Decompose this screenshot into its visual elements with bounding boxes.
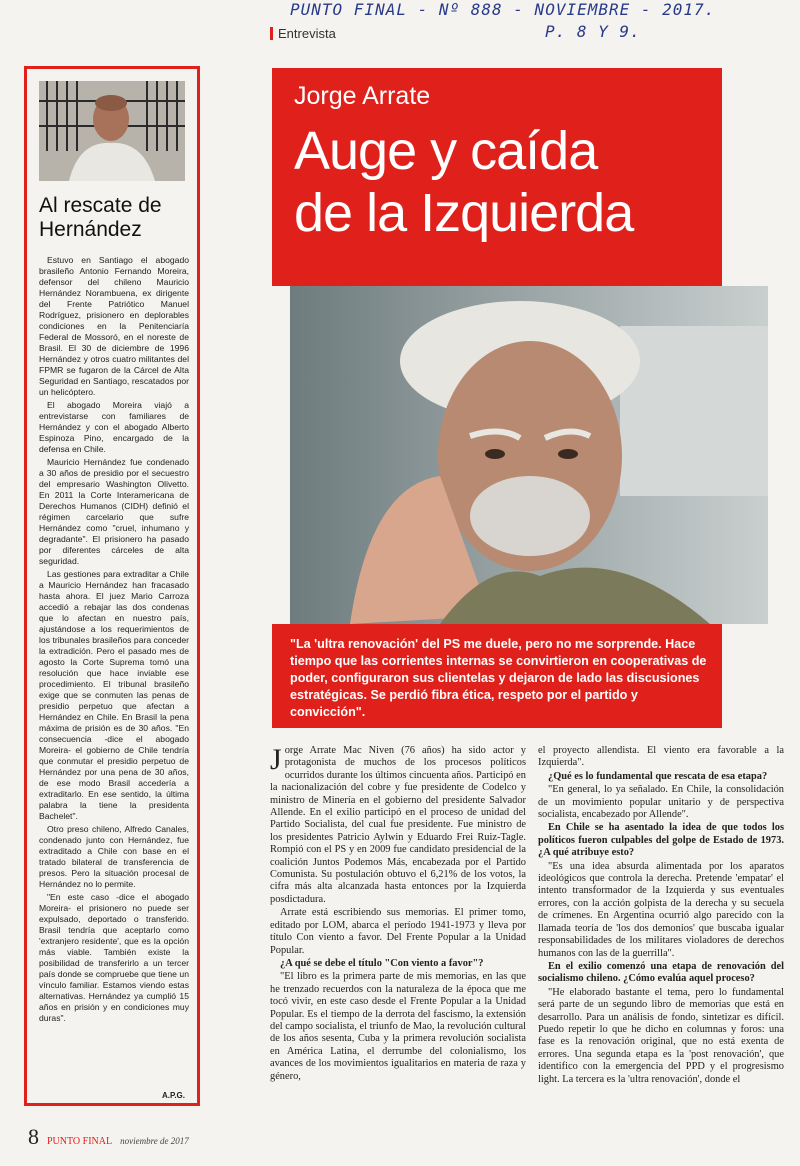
intro-paragraph [270, 745, 526, 906]
title-banner [272, 68, 722, 286]
interview-question: ¿A qué se debe el título "Con viento a favor"? [280, 957, 484, 969]
interview-answer: "Es una idea absurda alimentada por los aparatos ideológicos que controla la derecha. Pretende 'empatar' el intento transformador de la Izquierda y sus eventuales errores, con la acción golpista de la derecha y su secuela de crímenes. En Argentina ocurrió algo parecido con la llamada teoría de 'los dos demonios' que buscaba igualar responsabilidades de los militares violadores de derechos humanos con las de la guerrilla". [538, 860, 784, 959]
sidebar-paragraph: "En este caso -dice el abogado Moreira- el prisionero no puede ser expulsado, deportado o transferido. Brasil tendría que aceptarlo como 'extranjero residente', que es la opción más viable. También existe la posibilidad de transferirlo a un tercer país donde se compruebe que tiene un vínculo familiar. Estamos viendo estas alternativas. Hernández ya cumplió 15 años en prisión y en condiciones muy duras". [39, 892, 189, 1023]
sidebar-body [39, 255, 189, 1026]
sidebar-paragraph: Estuvo en Santiago el abogado brasileño Antonio Fernando Moreira, defensor del chileno Mauricio Hernández Norambuena, ex dirigente del Frente Patriótico Manuel Rodríguez, prisionero en deplorables condiciones en la Penitenciaría Federal de Mossoró, en el noreste de Brasil. El 30 de diciembre de 1996 Hernández y otros cuatro militantes del FPMR se fugaron de la Cárcel de Alta Seguridad en Santiago, rescatados por un helicóptero. [39, 255, 189, 397]
publication-name: PUNTO FINAL [47, 1136, 113, 1147]
sidebar-paragraph: Mauricio Hernández fue condenado a 30 años de presidio por el secuestro del empresario Washington Olivetto. En 2011 la Corte Interamericana de Derechos Humanos (CIDH) definió el régimen carcelario que sufre Hernández como "cruel, inhumano y degradante". El prisionero ha pasado por diferentes cárceles de alta seguridad. [39, 457, 189, 566]
section-bar [270, 27, 273, 40]
pull-quote-box [272, 624, 722, 728]
pull-quote: "La 'ultra renovación' del PS me duele, pero no me sorprende. Hace tiempo que las corrientes internas se convirtieron en cooperativas de poder, configuraron sus clientelas y dejaron de lado las discusiones estratégicas. Se perdió fibra ética, respeto por el partido y convicción". [290, 637, 707, 719]
issue-date: noviembre de 2017 [120, 1136, 189, 1146]
man-portrait-image [39, 81, 185, 181]
article-column-2 [538, 745, 784, 1087]
interview-answer: "El libro es la primera parte de mis memorias, en las que he trenzado recuerdos con la naturaleza de la época que me tocó vivir, en este caso desde el Frente Popular a la Unidad Popular. Es el tiempo de la derrota del fascismo, la extensión del campo socialista, el triunfo de Mao, la revolución cultural de los años sesenta, Cuba y la primera revolución socialista en América Latina, el derrumbe del colonialismo, los avances de los movimientos igualitarios en materia de raza y género, [270, 971, 526, 1082]
intro-text: orge Arrate Mac Niven (76 años) ha sido actor y protagonista de muchos de los procesos políticos ocurridos durante los últimos cincuenta años. Participó en la nacionalización del cobre y fue presidente de Codelco y ministro de Minería en el gobierno del presidente Salvador Allende. En el exilio participó en el proceso de unidad del Partido Socialista, del cual fue presidente. Fue ministro de los presidentes Patricio Aylwin y Eduardo Frei Ruiz-Tagle. Rompió con el PS y en 2009 fue candidato presidencial de la coalición Juntos Podemos Más, encabezada por el Partido Comunista. Su postulación obtuvo el 6,21% de los votos, la cifra más alta alcanzada hasta entonces por la Izquierda posdictadura. [270, 745, 526, 905]
interview-answer: "En general, lo ya señalado. En Chile, la consolidación de un movimiento popular unitario y de perspectiva socialista, encabezado por Allende". [538, 784, 784, 821]
handwritten-note: PUNTO FINAL - Nº 888 - NOVIEMBRE - 2017. [290, 0, 716, 19]
drop-cap: J [270, 743, 282, 776]
interview-question: En Chile se ha asentado la idea de que todos los políticos fueron culpables del golpe de Estado de 1973. ¿A qué atribuye esto? [538, 822, 784, 859]
article-column-1 [270, 745, 526, 1084]
author-name: Jorge Arrate [294, 82, 431, 110]
sidebar-signature: A.P.G. [162, 1091, 185, 1100]
sidebar-paragraph: El abogado Moreira viajó a entrevistarse con familiares de Hernández y con el abogado Alberto Espinoza Pino, encargado de la defensa en Chile. [39, 400, 189, 454]
page-number: 8 [28, 1124, 39, 1149]
section-text: Entrevista [278, 26, 336, 41]
headline-line-1: Auge y caída [294, 121, 598, 181]
page-footer [28, 1124, 189, 1150]
main-photo [290, 286, 768, 624]
sidebar-title: Al rescate de Hernández [39, 194, 162, 241]
section-label [270, 26, 336, 41]
interview-question: ¿Qué es lo fundamental que rescata de esa etapa? [548, 770, 768, 782]
sidebar-photo [39, 81, 185, 181]
body-paragraph: el proyecto allendista. El viento era favorable a la Izquierda". [538, 745, 784, 769]
body-paragraph: Arrate está escribiendo sus memorias. El primer tomo, editado por LOM, abarca el período 1941-1973 y lleva por título Con viento a favor. Del Frente Popular a la Unidad Popular. [270, 907, 526, 956]
headline-line-2: de la Izquierda [294, 183, 634, 243]
sidebar-box [24, 66, 200, 1106]
sidebar-paragraph: Otro preso chileno, Alfredo Canales, condenado junto con Hernández, fue extraditado a Chile con base en el tratado bilateral de transferencia de presos. Pero la situación procesal de Hernández no lo permite. [39, 824, 189, 889]
interview-answer: "He elaborado bastante el tema, pero lo fundamental será parte de un segundo libro de memorias que está en desarrollo. Para un análisis de fondo, sintetizar es difícil. Puedo repetir lo que he dicho en columnas y foros: una fase es la renovación original, que no está exenta de errores. Una segunda etapa es la 'post renovación', que identifico con la emergencia del PPD y el progresismo light. La tercera es la 'ultra renovación', donde el [538, 986, 784, 1085]
sidebar-paragraph: Las gestiones para extraditar a Chile a Mauricio Hernández han fracasado hasta ahora. El juez Mario Carroza accedió a rebajar las dos condenas que lo afectan en nuestro país, ajustándose a los requerimientos de los tribunales brasileños para conceder la extradición. Pero el pasado mes de agosto la Corte Suprema tomó una resolución que hace inviable ese procedimiento. El tribunal brasileño exige que se conmuten las penas de presidio perpetuo que afectan a Hernández en Chile. En Brasil la pena máxima de prisión es de 30 años. "En consecuencia -dice el abogado Moreira- el gobierno de Chile tendría que conmutar el presidio perpetuo de Hernández por una pena de 30 años, de ese modo Brasil accedería a extraditarlo. En ese sentido, la última palabra la tiene la presidenta Bachelet". [39, 569, 189, 821]
interview-question: En el exilio comenzó una etapa de renovación del socialismo chileno. ¿Cómo evalúa aquel proceso? [538, 960, 784, 985]
handwritten-page-note: P. 8 Y 9. [545, 22, 641, 41]
interviewee-portrait-image [290, 286, 768, 624]
